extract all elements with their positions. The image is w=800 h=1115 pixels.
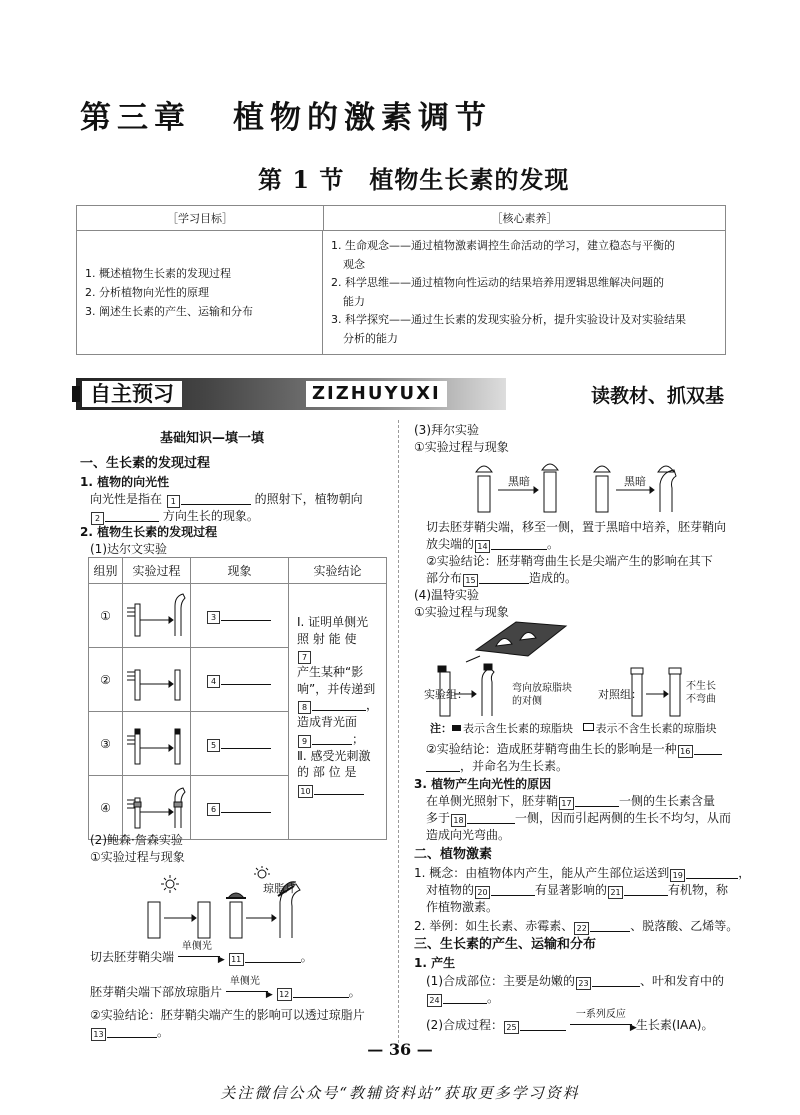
black-block-icon xyxy=(452,725,461,731)
learning-goal: 1. 概述植物生长素的发现过程 xyxy=(85,267,231,280)
learning-goal: 2. 分析植物向光性的原理 xyxy=(85,286,209,299)
heading-cause: 3. 植物产生向光性的原因 xyxy=(414,777,552,791)
phenomenon-cell: 4 xyxy=(191,648,289,712)
examples: 2. 举例：如生长素、赤霉素、 22 、脱落酸、乙烯等。 xyxy=(414,919,739,933)
blank-line[interactable] xyxy=(467,811,515,824)
banner-right: 读教材、抓双基 xyxy=(590,385,724,407)
boysen-conclusion: ②实验结论：胚芽鞘尖端产生的影响可以透过琼脂片 xyxy=(90,1008,365,1022)
blank-line[interactable] xyxy=(293,985,349,998)
blank-line[interactable] xyxy=(245,950,301,963)
heading-hormones: 二、植物激素 xyxy=(414,847,493,862)
arrow-label: 单侧光 xyxy=(229,976,260,987)
blank-line[interactable] xyxy=(221,800,271,813)
darwin-heading: (1)达尔文实验 xyxy=(90,542,167,556)
ctrl-group-label: 对照组： xyxy=(598,688,642,701)
went-conclusion: ②实验结论：造成胚芽鞘弯曲生长的影响是一种 16 xyxy=(426,741,722,758)
boysen-step-2: 胚芽鞘尖端下部放琼脂片 单侧光 ▶ 12 。 xyxy=(90,984,361,1001)
exp-result: 弯向放琼脂块的对侧 xyxy=(512,683,572,707)
blank-line[interactable] xyxy=(312,732,352,745)
blank-line[interactable] xyxy=(105,509,159,522)
section-title: 第 1 节 植物生长素的发现 xyxy=(258,165,570,194)
phenomenon-cell: 6 xyxy=(191,776,289,840)
darwin-diagram-1 xyxy=(123,584,191,648)
blank-line[interactable] xyxy=(694,742,722,755)
core-item: 能力 xyxy=(343,294,365,308)
core-literacy xyxy=(323,231,725,354)
went-conclusion-2: ，并命名为生长素。 xyxy=(426,758,568,775)
paal-conclusion-2: 部分布 15 造成的。 xyxy=(426,571,578,585)
blank-line[interactable] xyxy=(312,698,366,711)
blank-line[interactable] xyxy=(426,759,460,772)
synthesis-site: (1)合成部位：主要是幼嫩的 23 、叶和发育中的 xyxy=(426,974,725,988)
heading-production: 三、生长素的产生、运输和分布 xyxy=(414,937,597,952)
banner-pinyin: ZIZHUYUXI xyxy=(306,381,447,407)
darwin-sketch-4 xyxy=(123,776,189,836)
heading-phototropism: 1. 植物的向光性 xyxy=(80,475,170,489)
ctrl-result: 不生长不弯曲 xyxy=(686,681,716,705)
paal-diagram xyxy=(470,458,690,514)
goals-header-learning: ［学习目标］ xyxy=(77,206,324,230)
blank-line[interactable] xyxy=(479,571,529,584)
sun-icon xyxy=(258,870,266,878)
phenomenon-cell: 3 xyxy=(191,584,289,648)
phenomenon-cell: 5 xyxy=(191,712,289,776)
banner-title: 自主预习 xyxy=(82,381,182,407)
arrow-label: 一系列反应 xyxy=(575,1009,626,1020)
blank-line[interactable] xyxy=(443,991,487,1004)
white-block-icon xyxy=(583,723,594,731)
blank-line[interactable] xyxy=(686,866,738,879)
page-number: — 36 — xyxy=(367,1040,433,1059)
boysen-proc: ①实验过程与现象 xyxy=(90,850,185,864)
core-item: 1. 生命观念——通过植物激素调控生命活动的学习，建立稳态与平衡的 xyxy=(331,239,675,252)
boysen-step-1: 切去胚芽鞘尖端 单侧光 ▶ 11 。 xyxy=(90,949,313,966)
th-process: 实验过程 xyxy=(123,558,191,584)
blank-line[interactable] xyxy=(221,608,271,621)
group-label: ① xyxy=(89,584,123,648)
cause-3: 造成向光弯曲。 xyxy=(426,828,511,842)
group-label: ② xyxy=(89,648,123,712)
heading-process: 2. 植物生长素的发现过程 xyxy=(80,525,218,539)
chapter-title: 第三章 植物的激素调节 xyxy=(80,100,492,136)
dark-label-2: 黑暗 xyxy=(624,475,646,488)
core-item: 观念 xyxy=(343,257,365,271)
blank-line[interactable] xyxy=(491,883,535,896)
darwin-diagram-2 xyxy=(123,648,191,712)
synthesis-site-2: 24 。 xyxy=(426,990,499,1007)
blank-line[interactable] xyxy=(221,736,271,749)
darwin-table xyxy=(88,557,387,840)
paal-conclusion: ②实验结论：胚芽鞘弯曲生长是尖端产生的影响在其下 xyxy=(426,554,713,568)
phototropism-text: 向光性是指在 1 的照射下，植物朝向 xyxy=(90,492,363,506)
blank-1: 1 xyxy=(167,495,180,508)
th-phenomenon: 现象 xyxy=(191,558,289,584)
concept-3: 作植物激素。 xyxy=(426,900,499,914)
blank-line[interactable] xyxy=(221,672,271,685)
sun-rays-1 xyxy=(161,875,179,893)
banner-marker xyxy=(72,386,80,402)
core-item: 分析的能力 xyxy=(343,331,398,345)
cause-2: 多于 18 一侧，因而引起两侧的生长不均匀，从而 xyxy=(426,811,732,825)
blank-line[interactable] xyxy=(314,782,364,795)
blank-2: 2 xyxy=(91,512,104,525)
subheading: 基础知识—填一填 xyxy=(160,431,265,446)
heading-discovery: 一、生长素的发现过程 xyxy=(80,456,211,471)
paal-desc: 切去胚芽鞘尖端，移至一侧，置于黑暗中培养，胚芽鞘向 xyxy=(426,520,727,534)
darwin-sketch-2 xyxy=(123,648,189,708)
goals-table xyxy=(76,205,726,355)
goals-header-core: ［核心素养］ xyxy=(491,212,558,225)
blank-line[interactable] xyxy=(624,883,668,896)
concept-1: 1. 概念：由植物体内产生，能从产生部位运送到 19 ， xyxy=(414,866,751,880)
paal-desc-2: 放尖端的 14 。 xyxy=(426,537,560,551)
darwin-sketch-3 xyxy=(123,712,189,772)
paal-proc: ①实验过程与现象 xyxy=(414,440,509,454)
boysen-diagram xyxy=(140,866,340,946)
went-note: 注： 表示含生长素的琼脂块 表示不含生长素的琼脂块 xyxy=(430,722,717,735)
blank-line[interactable] xyxy=(520,1018,566,1031)
section-banner xyxy=(76,378,724,410)
phototropism-text-2: 2 方向生长的现象。 xyxy=(90,508,259,525)
darwin-diagram-3 xyxy=(123,712,191,776)
blank-line[interactable] xyxy=(107,1025,157,1038)
sun-icon xyxy=(166,880,174,888)
paal-heading: (3)拜尔实验 xyxy=(414,423,479,437)
group-label: ③ xyxy=(89,712,123,776)
blank-line[interactable] xyxy=(590,919,630,932)
concept-2: 对植物的 20 有显著影响的 21 有机物，称 xyxy=(426,883,729,897)
arrow-label: 单侧光 xyxy=(181,941,212,952)
blank-line[interactable] xyxy=(181,492,251,505)
learning-goals xyxy=(77,231,323,354)
darwin-sketch-1 xyxy=(123,584,189,644)
boysen-conclusion-2: 13 。 xyxy=(90,1024,169,1041)
blank-line[interactable] xyxy=(575,794,619,807)
column-divider xyxy=(398,420,399,1048)
blank-line[interactable] xyxy=(592,974,640,987)
th-group: 组别 xyxy=(89,558,123,584)
group-label: ④ xyxy=(89,776,123,840)
conclusion-cell: Ⅰ. 证明单侧光 照 射 能 使 7 产生某种“影 响”，并传递到 8 ， 造成背光面 9 ； Ⅱ. 感受光刺激 的 部 位 是 10 xyxy=(289,584,387,840)
footer-watermark: 关注微信公众号“教辅资料站”获取更多学习资料 xyxy=(220,1084,580,1102)
went-proc: ①实验过程与现象 xyxy=(414,605,509,619)
core-item: 3. 科学探究——通过生长素的发现实验分析，提升实验设计及对实验结果 xyxy=(331,313,686,326)
darwin-diagram-4 xyxy=(123,776,191,840)
boysen-heading: (2)鲍森·詹森实验 xyxy=(90,833,183,847)
agar-label: 琼脂片 xyxy=(263,882,296,895)
th-conclusion: 实验结论 xyxy=(289,558,387,584)
blank-line[interactable] xyxy=(491,537,547,550)
exp-group-label: 实验组： xyxy=(424,688,468,701)
production-label: 1. 产生 xyxy=(414,956,456,970)
learning-goal: 3. 阐述生长素的产生、运输和分布 xyxy=(85,305,253,318)
core-item: 2. 科学思维——通过植物向性运动的结果培养用逻辑思维解决问题的 xyxy=(331,276,664,289)
dark-label-1: 黑暗 xyxy=(508,475,530,488)
cause-1: 在单侧光照射下，胚芽鞘 17 一侧的生长素含量 xyxy=(426,794,716,808)
synthesis-process: (2)合成过程： 25 一系列反应 ▶ 生长素(IAA)。 xyxy=(426,1017,713,1034)
went-heading: (4)温特实验 xyxy=(414,588,479,602)
